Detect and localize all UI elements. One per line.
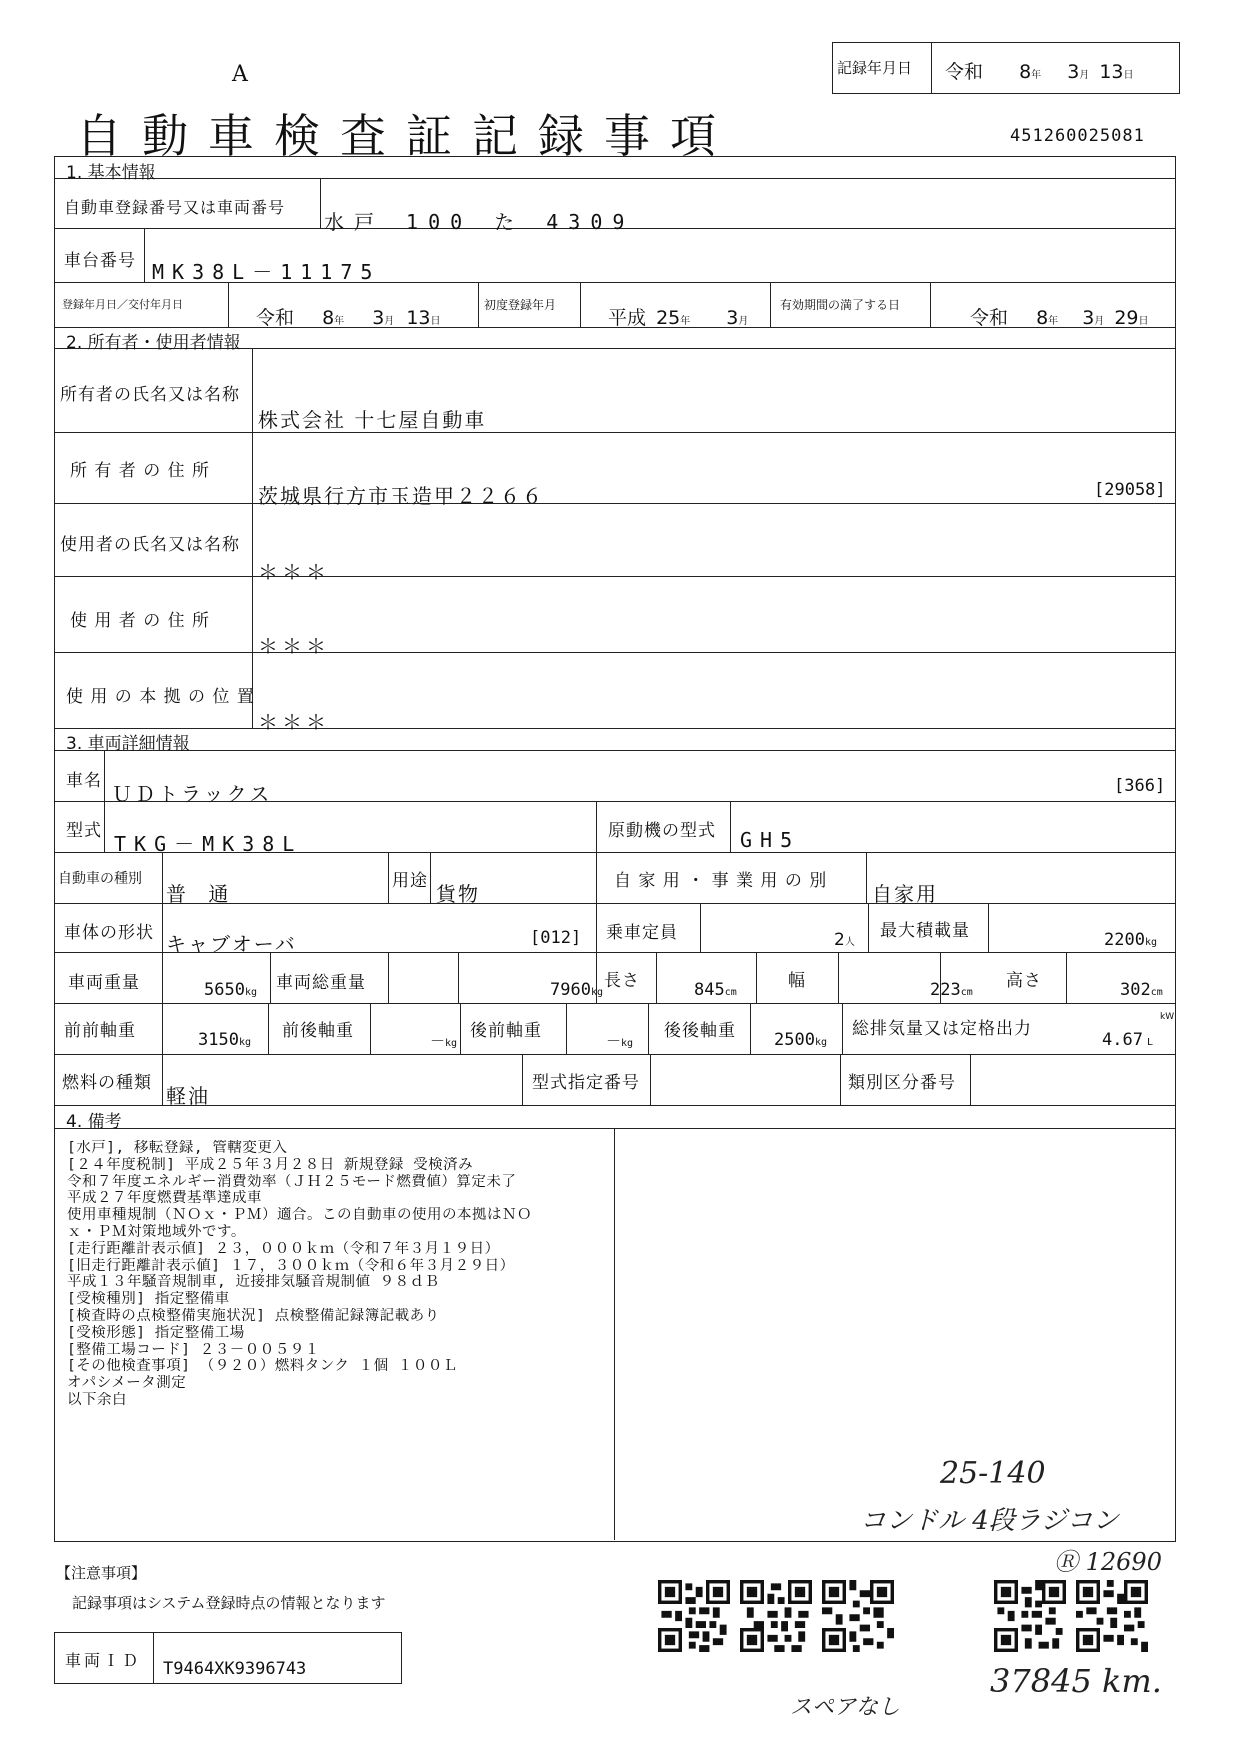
remark-line: [整備工場コード] ２３－００５９１ bbox=[67, 1341, 320, 1358]
front-rear-axle-value: －kg bbox=[430, 1032, 458, 1050]
remark-line: 使用車種規制（ＮＯｘ・ＰＭ）適合。この自動車の使用の本拠はＮＯ bbox=[67, 1207, 532, 1224]
record-date-box bbox=[832, 42, 1180, 94]
engine-model-value: GH5 bbox=[740, 828, 801, 852]
qr-code-icon bbox=[740, 1580, 812, 1652]
vehicle-kind-value: 普 通 bbox=[166, 882, 237, 906]
caution-title: 【注意事項】 bbox=[56, 1564, 147, 1582]
section3-title: 3. 車両詳細情報 bbox=[66, 734, 190, 754]
handwritten-note: コンドル 4段ラジコン bbox=[860, 1506, 1119, 1536]
reg-number-value: 水戸 100 た 4309 bbox=[324, 210, 635, 234]
maker-value: ＵＤトラックス bbox=[112, 782, 273, 806]
gross-weight-label: 車両総重量 bbox=[276, 973, 366, 993]
remark-line: 以下余白 bbox=[67, 1391, 127, 1408]
length-label: 長さ bbox=[604, 971, 640, 991]
user-name-label: 使用者の氏名又は名称 bbox=[60, 535, 240, 555]
chassis-value: MK38L－11175 bbox=[152, 260, 381, 284]
remark-line: [受検形態] 指定整備工場 bbox=[67, 1324, 245, 1341]
handwritten-spare: スペアなし bbox=[790, 1695, 901, 1720]
base-location-label: 使 用 の 本 拠 の 位 置 bbox=[66, 687, 255, 707]
engine-model-label: 原動機の型式 bbox=[608, 821, 716, 841]
remark-line: [旧走行距離計表示値] １７，３００ｋｍ（令和６年３月２９日） bbox=[67, 1257, 515, 1274]
remark-line: [２４年度税制] 平成２５年３月２８日 新規登録 受検済み bbox=[67, 1156, 474, 1173]
record-date-label: 記録年月日 bbox=[837, 59, 913, 77]
vehicle-id-label: 車両ＩＤ bbox=[65, 1651, 142, 1670]
fuel-type-label: 燃料の種類 bbox=[62, 1073, 152, 1093]
first-reg-value: 平成 25年 3月 bbox=[608, 307, 749, 329]
use-value: 貨物 bbox=[436, 882, 480, 906]
max-load-value: 2200kg bbox=[1104, 930, 1157, 950]
rear-rear-axle-value: 2500kg bbox=[774, 1030, 827, 1050]
rear-front-axle-label: 後前軸重 bbox=[470, 1021, 542, 1041]
user-address-label: 使 用 者 の 住 所 bbox=[70, 611, 211, 631]
remark-line: [水戸], 移転登録, 管轄変更入 bbox=[67, 1140, 288, 1156]
length-value: 845cm bbox=[694, 980, 737, 1000]
remark-line: 平成１３年騒音規制車, 近接排気騒音規制値 ９８ｄＢ bbox=[67, 1274, 440, 1291]
body-shape-label: 車体の形状 bbox=[64, 923, 154, 943]
owner-address-label: 所 有 者 の 住 所 bbox=[70, 461, 211, 481]
reg-date-value: 令和 8年 3月 13日 bbox=[256, 307, 441, 329]
vehicle-kind-label: 自動車の種別 bbox=[58, 871, 142, 887]
private-business-value: 自家用 bbox=[872, 882, 938, 906]
remark-line: 平成２７年度燃費基準達成車 bbox=[67, 1190, 262, 1207]
rear-rear-axle-label: 後後軸重 bbox=[664, 1021, 736, 1041]
reg-number-label: 自動車登録番号又は車両番号 bbox=[64, 198, 286, 217]
displacement-label: 総排気量又は定格出力 bbox=[852, 1019, 1032, 1039]
user-name-value: ＊＊＊ bbox=[258, 560, 330, 584]
fuel-type-value: 軽油 bbox=[166, 1084, 210, 1108]
width-value: 223cm bbox=[930, 980, 973, 1000]
reg-date-label: 登録年月日／交付年月日 bbox=[62, 298, 183, 311]
maker-label: 車名 bbox=[66, 771, 102, 791]
handwritten-r-number: Ⓡ 12690 bbox=[1054, 1548, 1162, 1576]
qr-code-icon bbox=[822, 1580, 894, 1652]
caution-text: 記録事項はシステム登録時点の情報となります bbox=[72, 1594, 386, 1612]
owner-address-code: [29058] bbox=[1094, 480, 1166, 500]
body-shape-code: [012] bbox=[530, 928, 582, 948]
model-label: 型式 bbox=[66, 821, 102, 841]
remark-line: [検査時の点検整備実施状況] 点検整備記録簿記載あり bbox=[67, 1307, 440, 1324]
vehicle-id-box bbox=[54, 1632, 402, 1684]
base-location-value: ＊＊＊ bbox=[258, 710, 330, 734]
record-date-value: 令和 8年 3月 13日 bbox=[945, 61, 1134, 83]
front-rear-axle-label: 前後軸重 bbox=[282, 1021, 354, 1041]
height-label: 高さ bbox=[1006, 971, 1042, 991]
maker-code: [366] bbox=[1114, 776, 1166, 796]
remark-line: ｘ・ＰＭ対策地域外です。 bbox=[67, 1223, 246, 1240]
category-number-label: 類別区分番号 bbox=[848, 1073, 956, 1093]
gross-weight-value: 7960kg bbox=[550, 980, 603, 1000]
section2-title: 2. 所有者・使用者情報 bbox=[66, 333, 241, 353]
qr-code-icon bbox=[1076, 1580, 1148, 1652]
corner-letter: A bbox=[232, 62, 248, 87]
capacity-value: 2人 bbox=[834, 930, 855, 950]
vehicle-id-value: T9464XK9396743 bbox=[163, 1659, 307, 1679]
displacement-value: 4.67 L bbox=[1102, 1030, 1153, 1050]
section4-title: 4. 備考 bbox=[66, 1112, 122, 1132]
max-load-label: 最大積載量 bbox=[880, 921, 970, 941]
use-label: 用途 bbox=[392, 871, 428, 891]
handwritten-km: 37845 km. bbox=[990, 1662, 1162, 1700]
displacement-unit-top: kW bbox=[1160, 1012, 1175, 1022]
remark-line: 令和７年度エネルギー消費効率（ＪＨ２５モード燃費値）算定未了 bbox=[67, 1173, 517, 1190]
rear-front-axle-value: －kg bbox=[606, 1032, 634, 1050]
expiry-label: 有効期間の満了する日 bbox=[780, 298, 901, 312]
section1-title: 1. 基本情報 bbox=[66, 163, 156, 183]
remarks-list bbox=[67, 1140, 612, 1409]
remark-line: [受検種別] 指定整備車 bbox=[67, 1291, 230, 1308]
front-front-axle-label: 前前軸重 bbox=[64, 1021, 136, 1041]
private-business-label: 自 家 用 ・ 事 業 用 の 別 bbox=[614, 871, 828, 891]
expiry-value: 令和 8年 3月 29日 bbox=[970, 307, 1149, 329]
body-shape-value: キャブオーバ bbox=[166, 932, 297, 956]
user-address-value: ＊＊＊ bbox=[258, 634, 330, 658]
type-approval-label: 型式指定番号 bbox=[532, 1073, 640, 1093]
first-reg-label: 初度登録年月 bbox=[484, 298, 557, 312]
page-title: 自動車検査証記録事項 bbox=[76, 109, 736, 163]
chassis-label: 車台番号 bbox=[64, 251, 136, 271]
owner-name-value: 株式会社 十七屋自動車 bbox=[258, 408, 487, 432]
width-label: 幅 bbox=[788, 971, 806, 991]
capacity-label: 乗車定員 bbox=[606, 923, 678, 943]
handwritten-code: 25-140 bbox=[940, 1456, 1046, 1491]
remark-line: オパシメータ測定 bbox=[67, 1375, 187, 1392]
vehicle-weight-value: 5650kg bbox=[204, 980, 257, 1000]
height-value: 302cm bbox=[1120, 980, 1163, 1000]
owner-address-value: 茨城県行方市玉造甲２２６６ bbox=[258, 484, 544, 508]
qr-code-icon bbox=[658, 1580, 730, 1652]
document-number: 451260025081 bbox=[1010, 126, 1145, 146]
remark-line: [その他検査事項] （９２０）燃料タンク １個 １００Ｌ bbox=[67, 1358, 458, 1375]
owner-name-label: 所有者の氏名又は名称 bbox=[60, 385, 240, 405]
vehicle-weight-label: 車両重量 bbox=[68, 973, 140, 993]
remark-line: [走行距離計表示値] ２３，０００ｋｍ（令和７年３月１９日） bbox=[67, 1240, 500, 1257]
qr-code-icon bbox=[994, 1580, 1066, 1652]
model-value: TKG－MK38L bbox=[114, 832, 303, 856]
front-front-axle-value: 3150kg bbox=[198, 1030, 251, 1050]
